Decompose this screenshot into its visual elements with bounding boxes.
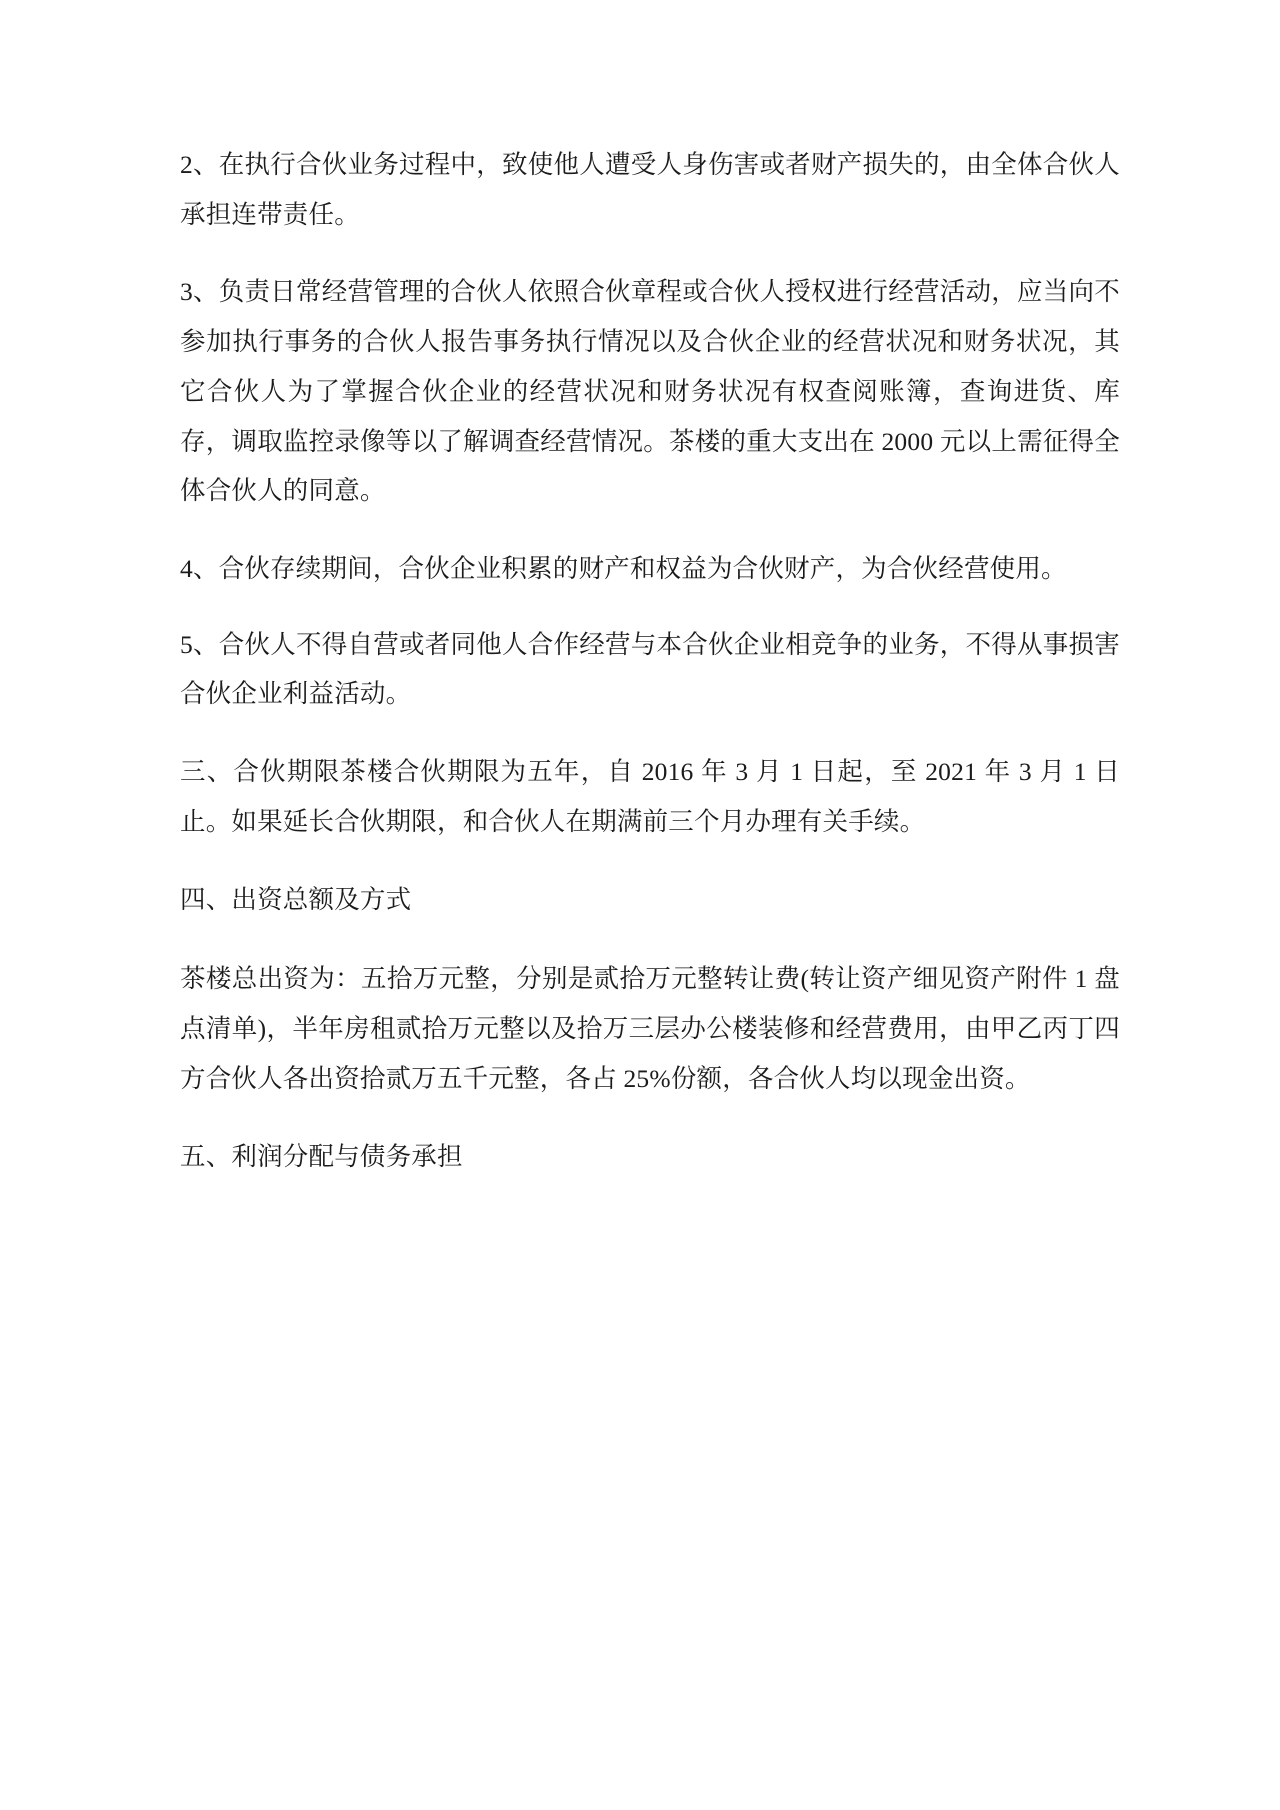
paragraph-clause-2: 2、在执行合伙业务过程中，致使他人遭受人身伤害或者财产损失的，由全体合伙人承担连带责任。 [180, 150, 1120, 229]
paragraph-section-4-body: 茶楼总出资为：五拾万元整，分别是贰拾万元整转让费(转让资产细见资产附件 1 盘点清单)，半年房租贰拾万元整以及拾万三层办公楼装修和经营费用，由甲乙丙丁四方合伙人各出资拾贰万五千元整，各占 25%份额，各合伙人均以现金出资。 [180, 964, 1120, 1093]
paragraph-clause-4: 4、合伙存续期间，合伙企业积累的财产和权益为合伙财产，为合伙经营使用。 [180, 554, 1067, 584]
heading-section-4: 四、出资总额及方式 [180, 884, 412, 914]
paragraph-clause-5: 5、合伙人不得自营或者同他人合作经营与本合伙企业相竞争的业务，不得从事损害合伙企业利益活动。 [180, 629, 1120, 709]
heading-section-5: 五、利润分配与债务承担 [180, 1141, 463, 1171]
paragraph-section-3-term: 三、合伙期限茶楼合伙期限为五年，自 2016 年 3 月 1 日起，至 2021 年 3 月 1 日止。如果延长合伙期限，和合伙人在期满前三个月办理有关手续。 [180, 757, 1120, 836]
paragraph-clause-3: 3、负责日常经营管理的合伙人依照合伙章程或合伙人授权进行经营活动，应当向不参加执行事务的合伙人报告事务执行情况以及合伙企业的经营状况和财务状况，其它合伙人为了掌握合伙企业的经营状况和财务状况有权查阅账簿，查询进货、库存，调取监控录像等以了解调查经营情况。茶楼的重大支出在 2000 元以上需征得全体合伙人的同意。 [180, 277, 1120, 506]
document-body [180, 140, 1120, 1181]
